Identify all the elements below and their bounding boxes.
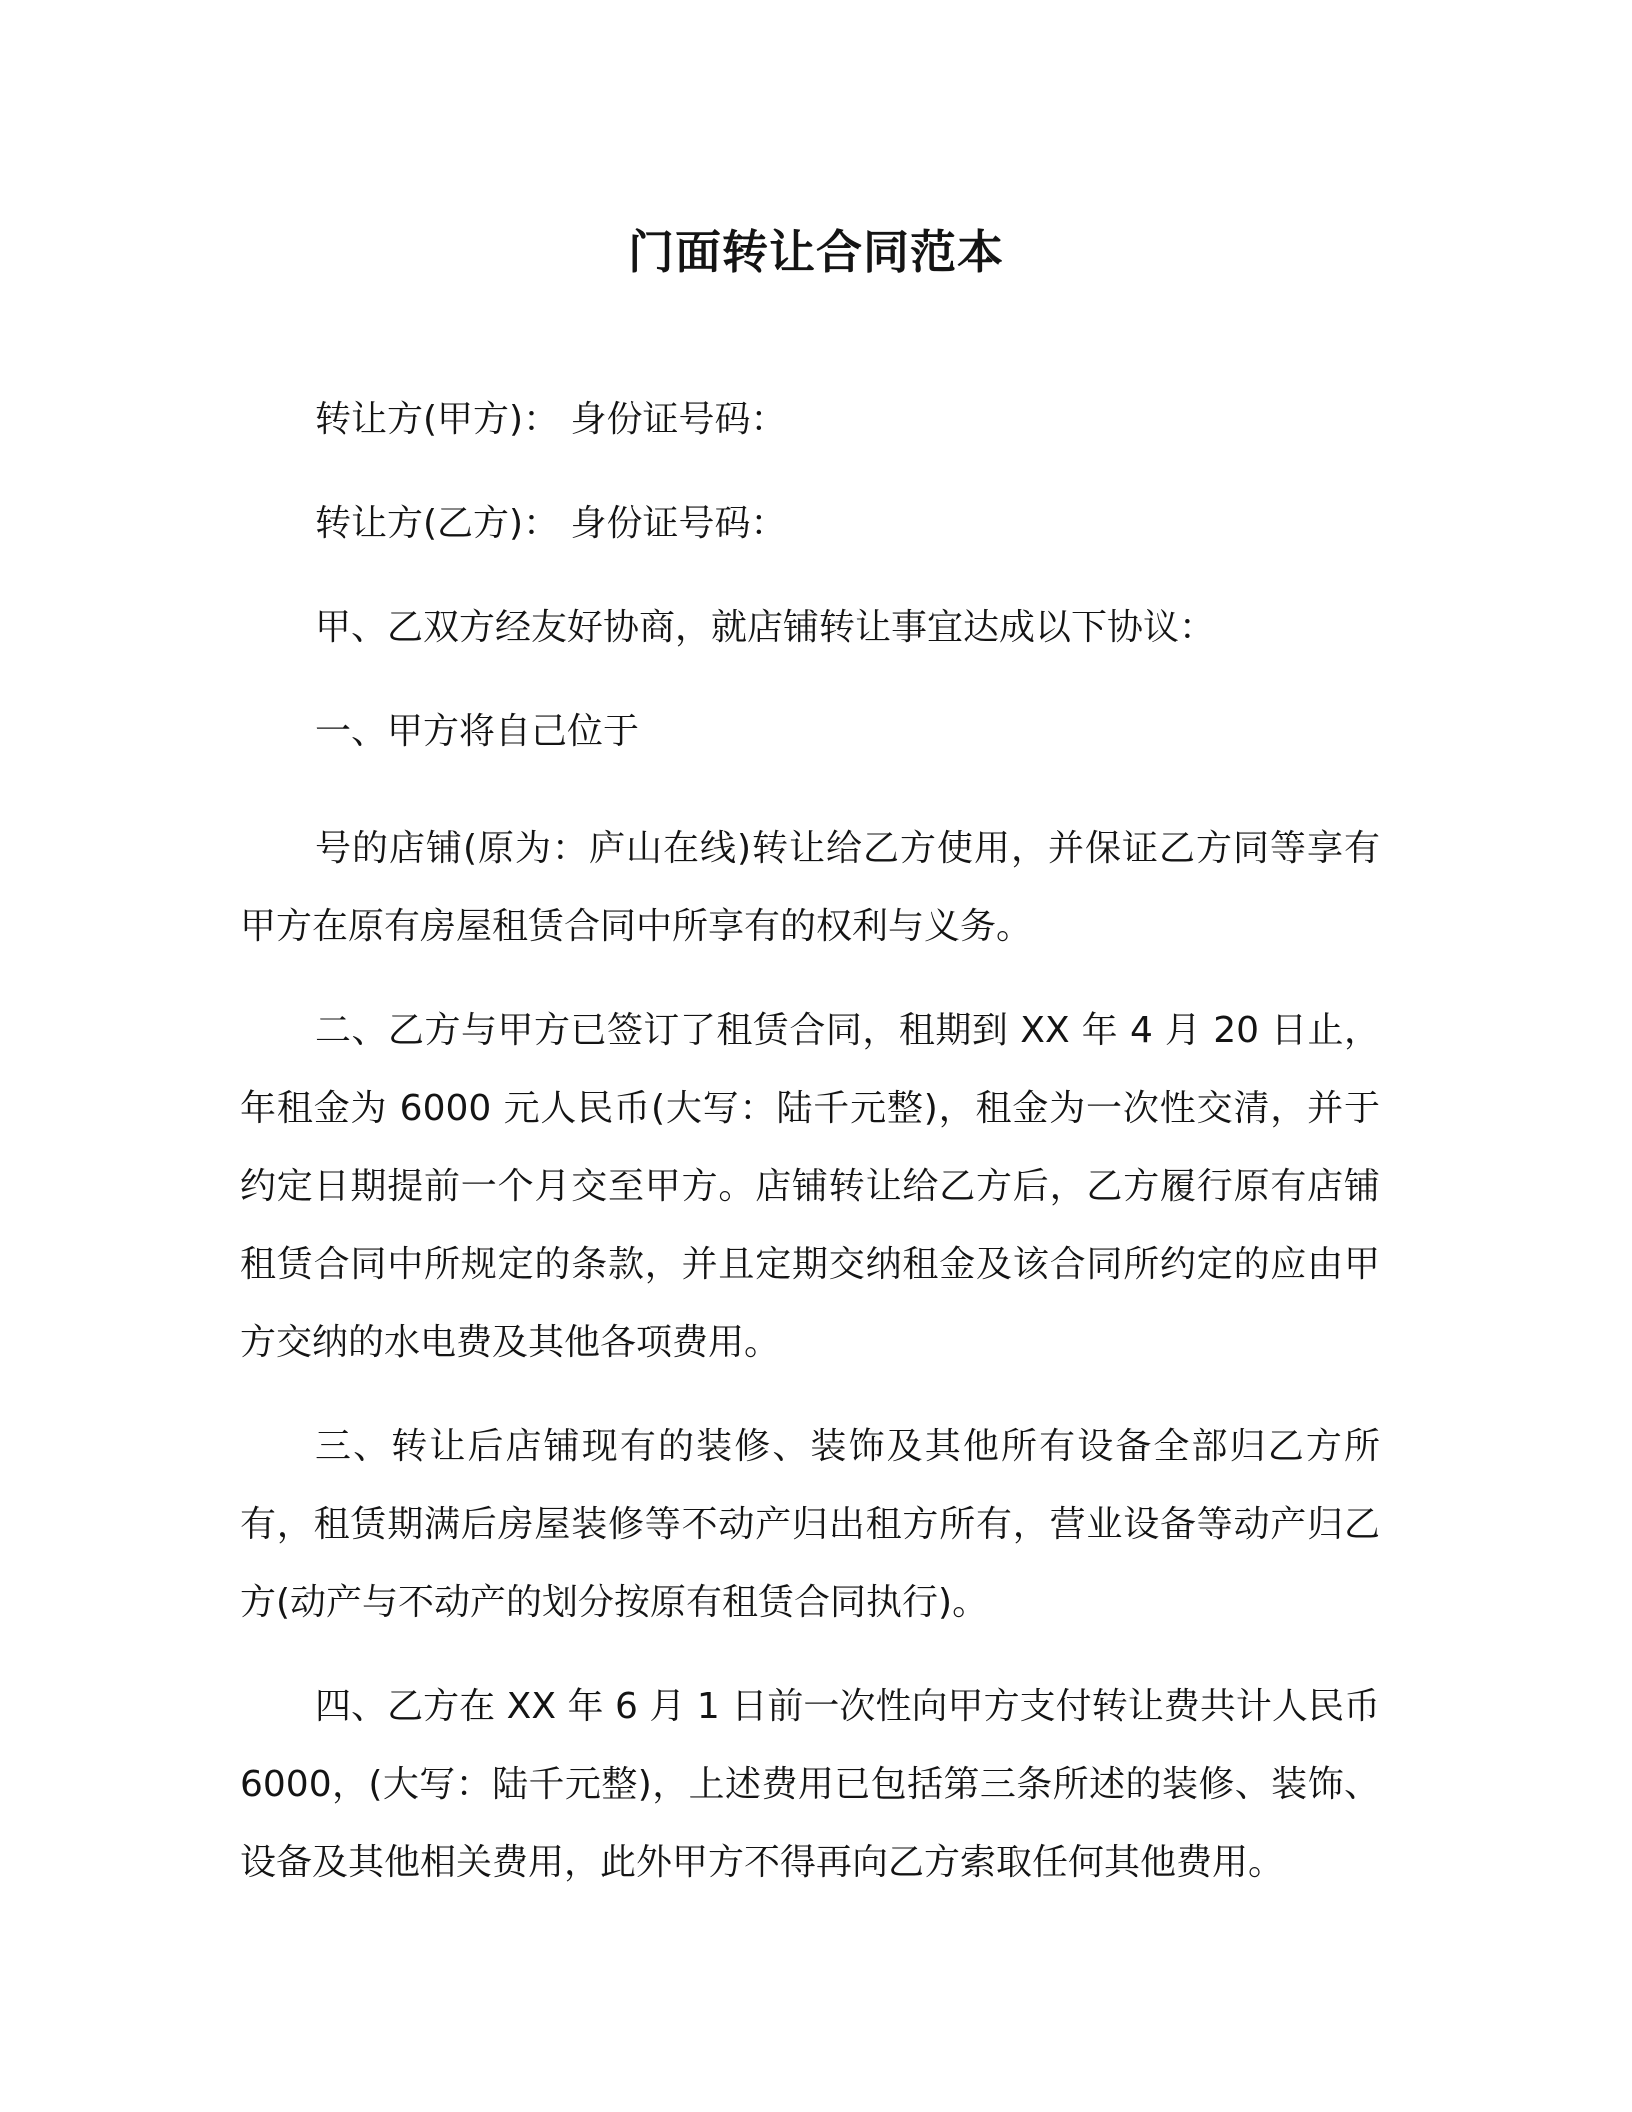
- clause-2: 二、乙方与甲方已签订了租赁合同，租期到 XX 年 4 月 20 日止，年租金为 6000 元人民币(大写：陆千元整)，租金为一次性交清，并于约定日期提前一个月交至甲方。店铺转让给乙方后，乙方履行原有店铺租赁合同中所规定的条款，并且定期交纳租金及该合同所约定的应由甲方交纳的水电费及其他各项费用。: [240, 1010, 1380, 1363]
- document-body: [240, 394, 1380, 1928]
- clause-1-body: 号的店铺(原为：庐山在线)转让给乙方使用，并保证乙方同等享有甲方在原有房屋租赁合同中所享有的权利与义务。: [240, 828, 1380, 947]
- agreement-intro: 甲、乙双方经友好协商，就店铺转让事宜达成以下协议：: [315, 607, 1216, 648]
- party-b-line: 转让方(乙方)： 身份证号码：: [315, 503, 787, 544]
- document-title: 门面转让合同范本: [628, 225, 1004, 279]
- clause-3: 三、转让后店铺现有的装修、装饰及其他所有设备全部归乙方所有，租赁期满后房屋装修等不动产归出租方所有，营业设备等动产归乙方(动产与不动产的划分按原有租赁合同执行)。: [240, 1426, 1380, 1623]
- clause-4: 四、乙方在 XX 年 6 月 1 日前一次性向甲方支付转让费共计人民币 6000，(大写：陆千元整)，上述费用已包括第三条所述的装修、装饰、设备及其他相关费用，此外甲方不得再向乙方索取任何其他费用。: [240, 1686, 1380, 1883]
- party-a-line: 转让方(甲方)： 身份证号码：: [315, 399, 787, 440]
- clause-1-heading: 一、甲方将自己位于: [315, 711, 640, 752]
